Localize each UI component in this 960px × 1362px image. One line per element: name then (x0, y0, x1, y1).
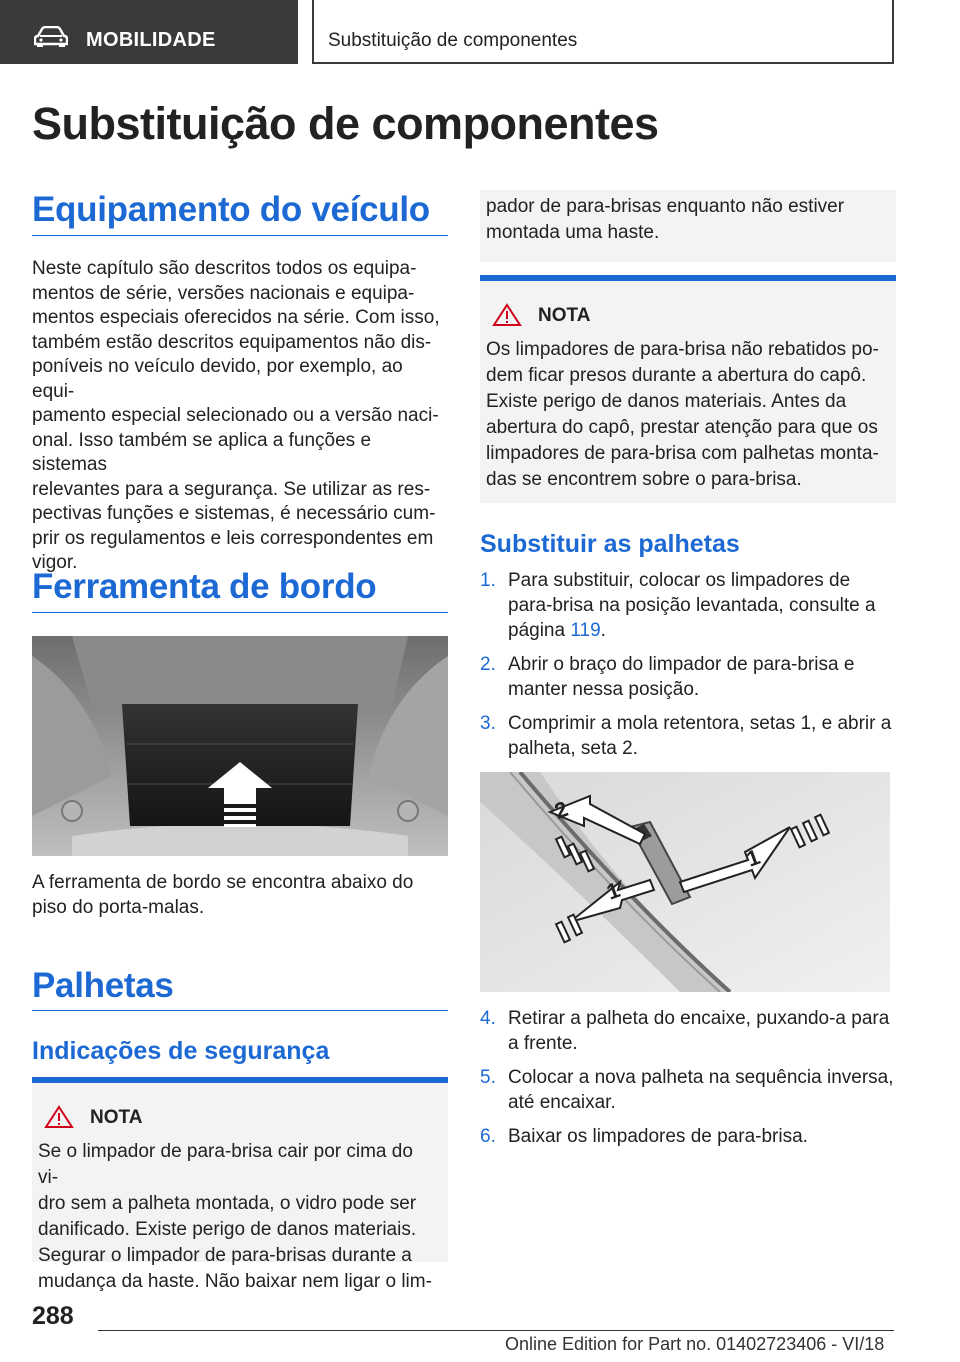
text-line: relevantes para a segurança. Se utilizar as res- (32, 478, 431, 500)
step-item (480, 1006, 896, 1056)
equipment-paragraph (32, 257, 448, 576)
text-line: Baixar os limpadores de para-brisa. (508, 1126, 808, 1147)
step-item (480, 1065, 896, 1115)
step-number: 5. (480, 1067, 496, 1088)
text-line: manter nessa posição. (508, 679, 700, 700)
text-line: pamento especial selecionado ou a versão naci- (32, 405, 439, 426)
text-line: das se encontrem sobre o para-brisa. (486, 469, 802, 490)
text-line: Neste capítulo são descritos todos os equipa- (32, 258, 417, 279)
equipment-heading: Equipamento do veículo (32, 190, 430, 229)
tools-paragraph (32, 871, 413, 920)
page-title: Substituição de componentes (32, 98, 659, 149)
safety-note-1-continued (480, 190, 896, 262)
heading-rule (32, 235, 448, 236)
arrow-label-1: 1 (743, 844, 764, 872)
text-line: . (600, 620, 606, 641)
text-line: Comprimir a mola retentora, setas 1, e abrir a (508, 713, 892, 734)
section-tab[interactable] (0, 0, 298, 64)
text-line: Segurar o limpador de para-brisas durante a (38, 1245, 412, 1266)
warning-triangle-icon (44, 1105, 74, 1129)
text-line: poníveis no veículo devido, por exemplo, ao equi- (32, 356, 403, 402)
warning-triangle-icon (492, 303, 522, 327)
text-line: Os limpadores de para-brisa não rebatidos po- (486, 339, 879, 360)
heading-rule (32, 1010, 448, 1011)
chapter-tab (312, 0, 894, 64)
text-line: Existe perigo de danos materiais. Antes da (486, 391, 847, 412)
chapter-label: Substituição de componentes (328, 30, 578, 51)
text-line: também estão descritos equipamentos não dis- (32, 331, 432, 353)
edition-text: Online Edition for Part no. 01402723406 - VI/18 (505, 1334, 885, 1354)
step-number: 3. (480, 713, 496, 734)
page-number: 288 (32, 1302, 74, 1330)
text-line: mudança da haste. Não baixar nem ligar o lim- (38, 1271, 432, 1292)
replace-steps-a (480, 568, 896, 770)
replace-steps-b (480, 1006, 896, 1158)
text-line: montada uma haste. (486, 222, 660, 243)
note-label: NOTA (538, 305, 591, 326)
step-item (480, 1124, 896, 1149)
step-number: 1. (480, 570, 496, 591)
text-line: Para substituir, colocar os limpadores de (508, 570, 851, 591)
tools-heading: Ferramenta de bordo (32, 567, 377, 606)
wiper-blade-image (480, 772, 890, 992)
trunk-floor-image (32, 636, 448, 856)
text-line: onal. Isso também se aplica a funções e sistemas (32, 429, 372, 475)
text-line: pador de para-brisas enquanto não estiver (486, 196, 845, 217)
step-item (480, 652, 896, 702)
text-line: pectivas funções e sistemas, é necessário cum- (32, 503, 436, 524)
note-text (486, 337, 886, 493)
step-number: 4. (480, 1008, 496, 1029)
text-line: prir os regulamentos e leis correspondentes em (32, 527, 434, 549)
text-line: piso do porta-malas. (32, 896, 205, 918)
note-text (486, 194, 886, 246)
step-item (480, 568, 896, 643)
arrow-label-2: 2 (551, 796, 572, 824)
text-line: Se o limpador de para-brisa cair por cima do vi- (38, 1141, 413, 1188)
text-line: para-brisa na posição levantada, consulte a (508, 595, 876, 616)
text-line: mentos especiais oferecidos na série. Com isso, (32, 307, 440, 328)
text-line: limpadores de para-brisa com palhetas monta- (486, 443, 879, 464)
text-line: dro sem a palheta montada, o vidro pode ser (38, 1193, 417, 1214)
text-line: Retirar a palheta do encaixe, puxando-a para (508, 1008, 890, 1029)
text-line: página (508, 620, 571, 641)
heading-rule (32, 612, 448, 613)
text-line: a frente. (508, 1033, 578, 1054)
wipers-heading: Palhetas (32, 966, 174, 1005)
text-line: Colocar a nova palheta na sequência inversa, (508, 1067, 894, 1088)
page-link[interactable]: 119 (570, 620, 601, 641)
text-line: danificado. Existe perigo de danos materiais. (38, 1219, 417, 1240)
text-line: abertura do capô, prestar atenção para que os (486, 417, 878, 438)
text-line: dem ficar presos durante a abertura do capô. (486, 365, 867, 386)
text-line: vigor. (32, 552, 78, 573)
car-icon (34, 26, 68, 48)
safety-heading: Indicações de segurança (32, 1037, 330, 1065)
page-header (0, 0, 960, 66)
section-label: MOBILIDADE (86, 29, 216, 51)
safety-note-1 (32, 1077, 448, 1292)
step-number: 2. (480, 654, 496, 675)
step-item (480, 711, 896, 761)
step-number: 6. (480, 1126, 496, 1147)
footer-rule (98, 1330, 894, 1331)
note-text (38, 1139, 438, 1295)
replace-heading: Substituir as palhetas (480, 530, 740, 558)
safety-note-2 (480, 275, 896, 503)
note-label: NOTA (90, 1107, 143, 1128)
text-line: mentos de série, versões nacionais e equipa- (32, 282, 415, 304)
text-line: até encaixar. (508, 1092, 616, 1113)
arrow-label-1: 1 (603, 877, 624, 905)
text-line: palheta, seta 2. (508, 738, 638, 759)
text-line: Abrir o braço do limpador de para-brisa e (508, 654, 855, 675)
text-line: A ferramenta de bordo se encontra abaixo do (32, 872, 414, 893)
